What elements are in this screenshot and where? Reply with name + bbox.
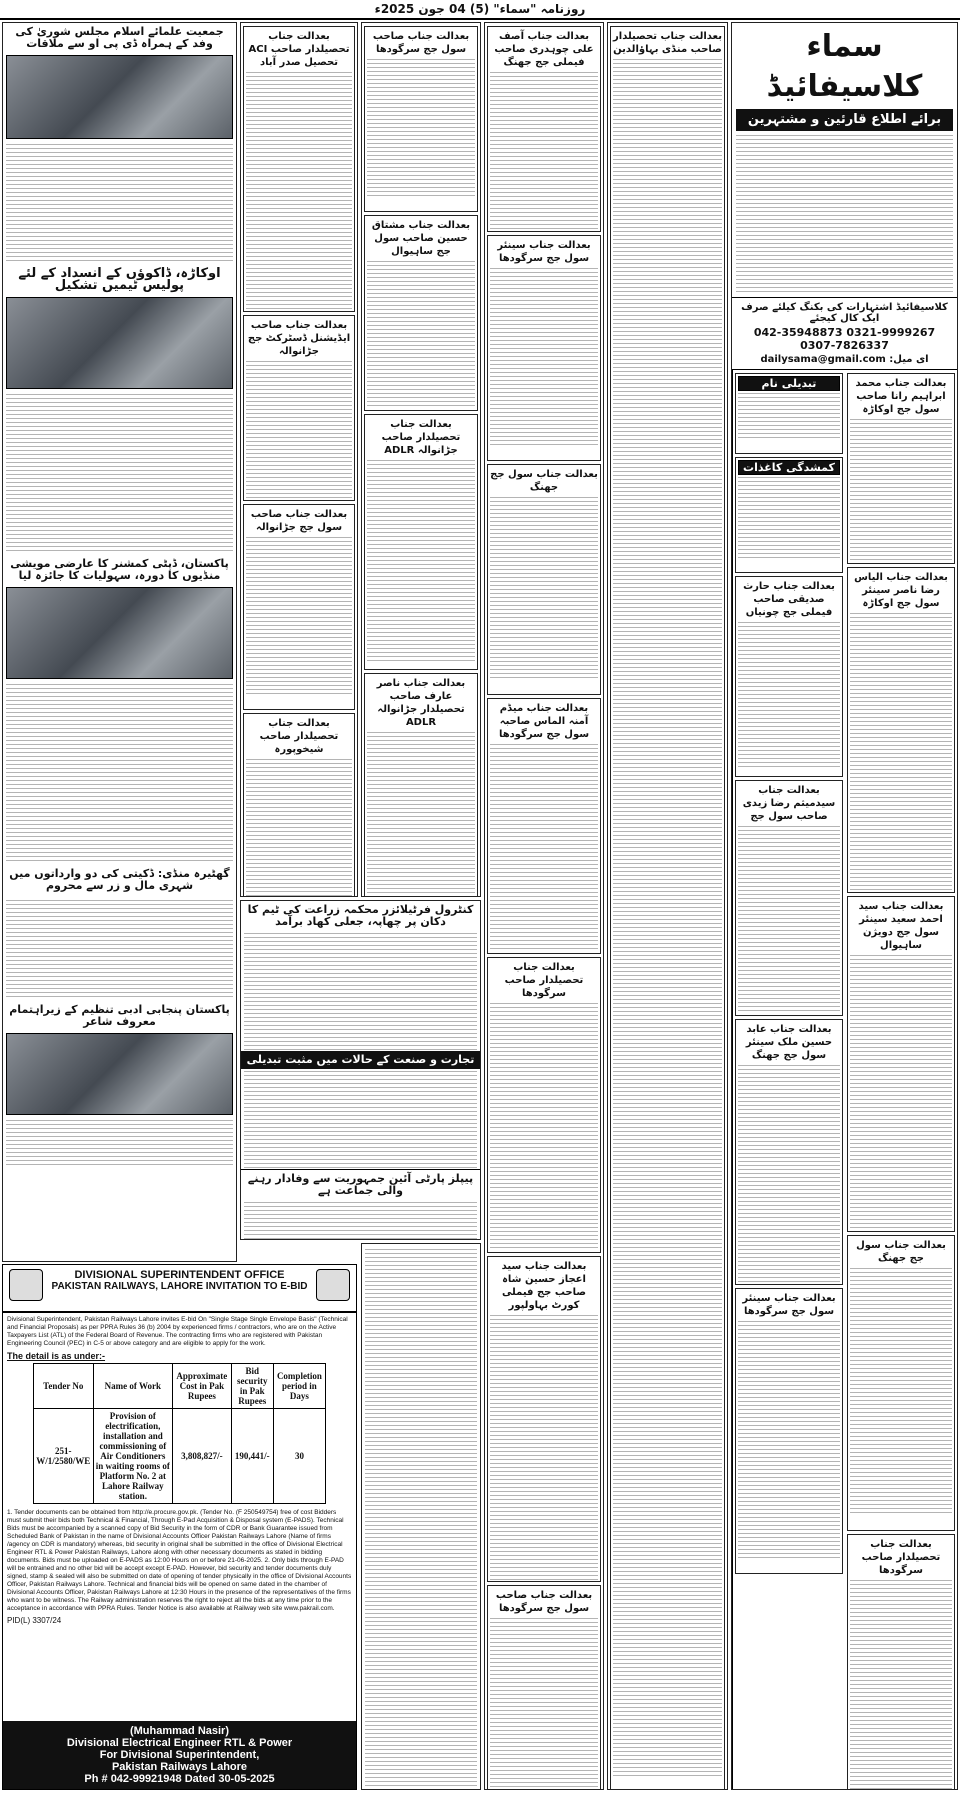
col-header: Tender No (34, 1364, 94, 1409)
court-notice (735, 1019, 843, 1285)
classified-body (736, 133, 953, 293)
lost-docs-title: کمشدگی کاغذات (738, 460, 840, 475)
notice-title: بعدالت جناب سول جج جھنگ (856, 1240, 946, 1264)
court-notice (847, 567, 955, 893)
notice-title: بعدالت جناب سینئر سول جج سرگودھا (742, 1293, 836, 1317)
signatory-designation: Divisional Electrical Engineer RTL & Power (66, 1737, 293, 1749)
tender-signature (3, 1721, 356, 1789)
court-notice (487, 1585, 601, 1790)
notice-title: بعدالت جناب تحصیلدار صاحب ACI تحصیل صدر آباد (248, 31, 350, 68)
signatory-name: (Muhammad Nasir) (129, 1725, 230, 1737)
tender-no-cell: 251-W/1/2580/WE (34, 1409, 94, 1504)
classified-column (731, 22, 958, 1790)
classified-subtitle: برائے اطلاع قارئین و مشتہرین (736, 109, 953, 131)
court-notice (364, 414, 478, 670)
news-headline: اوکاڑہ، ڈاکوؤں کے انسداد کے لئے پولیس ٹیمیں تشکیل (18, 266, 221, 293)
court-notice (243, 26, 355, 312)
notice-title: بعدالت جناب تحصیلدار صاحب سرگودھا (861, 1539, 941, 1576)
court-notice (487, 235, 601, 461)
tender-office: DIVISIONAL SUPERINTENDENT OFFICE (74, 1269, 285, 1281)
work-cell: Provision of electrification, installation and commissioning of Air Conditioners in waiting rooms of Platform No. 2 at Lahore Railway station. (93, 1409, 172, 1504)
notice-title: بعدالت جناب ناصر عارف صاحب تحصیلدار جڑانوالہ ADLR (376, 678, 466, 728)
col-header: Completion period in Days (273, 1364, 325, 1409)
news-headline: تجارت و صنعت کے حالات میں مثبت تبدیلی (241, 1051, 480, 1069)
signatory-phone-date: Ph # 042-99921948 Dated 30-05-2025 (84, 1773, 275, 1785)
col-header: Approximate Cost in Pak Rupees (173, 1364, 232, 1409)
tender-detail-heading: The detail is as under:- (7, 1351, 106, 1361)
court-notice (364, 26, 478, 212)
notice-title: بعدالت جناب تحصیلدار صاحب منڈی بہاؤالدین (613, 31, 722, 55)
pr-logo-icon (9, 1269, 43, 1301)
court-notice (243, 713, 355, 897)
court-notice (487, 698, 601, 954)
notices-column-5 (240, 22, 358, 897)
notice-title: بعدالت جناب تحصیلدار صاحب جڑانوالہ ADLR (381, 419, 461, 456)
tender-subtitle: PAKISTAN RAILWAYS, LAHORE INVITATION TO E-BID (51, 1281, 308, 1292)
notice-title: بعدالت جناب سید اعجاز حسین شاہ صاحب جج فیملی کورٹ بہاولپور (501, 1261, 587, 1311)
security-cell: 190,441/- (231, 1409, 273, 1504)
col-header: Name of Work (93, 1364, 172, 1409)
notice-title: بعدالت جناب سینئر سول جج سرگودھا (497, 240, 591, 264)
news-column-left (2, 22, 237, 1262)
notice-title: بعدالت جناب تحصیلدار صاحب شیخوپورہ (259, 718, 339, 755)
notice-title: بعدالت جناب محمد ابراہیم رانا صاحب سول جج اوکاڑہ (855, 378, 947, 415)
court-notice (364, 215, 478, 411)
news-photo (6, 55, 233, 139)
notice-title: بعدالت جناب آصف علی چوہدری صاحب فیملی جج جھنگ (494, 31, 594, 68)
news-headline: پاکستان پنجابی ادبی تنظیم کے زیراہتمام معروف شاعر (9, 1003, 230, 1028)
news-block-middle (240, 900, 481, 1240)
cost-cell: 3,808,827/- (173, 1409, 232, 1504)
court-notice (847, 373, 955, 564)
notice-title: بعدالت جناب الیاس رضا ناصر سینئر سول جج اوکاڑہ (854, 572, 948, 609)
pr-logo-icon (316, 1269, 350, 1301)
news-headline: پیپلز پارٹی آئین جمہوریت سے وفادار رہنے والی جماعت ہے (241, 1169, 480, 1200)
court-notice (847, 1235, 955, 1531)
court-notice (735, 780, 843, 1016)
lost-docs-box (735, 457, 843, 573)
notice-title: بعدالت جناب حارث صدیقی صاحب فیملی جج چونیاں (743, 581, 835, 618)
news-photo (6, 587, 233, 679)
notice-title: بعدالت جناب سول جج جھنگ (490, 469, 598, 493)
tender-notes: 1. Tender documents can be obtained from http://e.procure.gov.pk. (Tender No. (F 250549754) free of cost Bidders must submit their bids both Technical & Financial, Through E-Pad Acquisition & Disposal system (E-PADS). Technical Bids must be accompanied by a scanned copy of Bid Security in the form of CDR or Bank Guarantee issued from Scheduled Bank of Pakistan in the name of Divisional Accounts Officer Pakistan Railways Lahore (Name of firms /agency on CDR is mandatory) whereas, bid security in original shall be submitted in the office of Divisional Electrical Engineer RTL & Power Pakistan Railways, Lahore along with other necessary documents as stated in bidding documents. Bids must be uploaded on E-PADS as 12:00 Hours on or before 21-06-2025. 2. Only bids through E-PAD will be entrained and no other bid will be accept except E-PAD. However, bid security and tender documents duly signed, stamp & sealed will also be submitted on date of opening of tender physically in the office of Divisional Accounts Officer, Pakistan Railways Lahore. Technical and financial bids will be opened on same dated in the chamber of Divisional Accounts Officer, Pakistan Railways Lahore at 12:30 Hours in the presence of the representatives of the firms who want to be witness. The Railway administration reserves the right to reject all the bids at any time prior to the acceptance in accordance with PPRA Rules. Tender Notice is also available at Railway web site www.pakrail.com. (7, 1509, 352, 1612)
court-notice (847, 1534, 955, 1790)
email-label: ای میل: (889, 354, 929, 365)
notices-column-4 (361, 22, 481, 897)
notice-title: بعدالت جناب صاحب سول جج جڑانوالہ (250, 509, 348, 533)
court-notice (487, 1256, 601, 1582)
notice-title: بعدالت جناب تحصیلدار صاحب سرگودھا (504, 962, 584, 999)
tender-intro: Divisional Superintendent, Pakistan Railways Lahore invites E-bid On "Single Stage Single Envelope Basis" (Technical and Financial Proposals) as per PPRA Rules 36 (b) 2004 by experienced firms / contractors, who are on the Active Taxpayers List (ATL) of the Federal Board of Revenue. The contracting firms who are registered with Pakistan Engineering Council (PEC) in C-5 or above category and are eligible to apply for the work. (7, 1316, 348, 1347)
booking-label: کلاسیفائیڈ اشتہارات کی بکنگ کیلئے صرف ایک کال کیجئے (741, 302, 948, 324)
news-headline: کنٹرول فرٹیلائزر محکمہ زراعت کی ٹیم کا دکان پر چھاپہ، جعلی کھاد برآمد (247, 903, 474, 928)
court-notice (364, 673, 478, 897)
court-notice (487, 464, 601, 695)
signatory-for: For Divisional Superintendent, (99, 1749, 260, 1761)
tender-header (3, 1265, 356, 1313)
court-notice (735, 576, 843, 777)
notice-title: بعدالت جناب عابد حسین ملک سینئر سول جج جھنگ (745, 1024, 833, 1061)
news-headline: پاکستان، ڈپٹی کمشنر کا عارضی مویشی منڈیوں کا دورہ، سہولیات کا جائزہ لیا (10, 557, 229, 582)
court-notice (847, 896, 955, 1232)
name-change-box (735, 373, 843, 454)
table-row (34, 1409, 326, 1504)
court-notice (487, 26, 601, 232)
email-line (736, 354, 953, 365)
classified-header (732, 23, 957, 298)
notice-title: بعدالت جناب سید احمد سعید سینئر سول جج دویژن ساہیوال (858, 901, 944, 951)
classified-logo: سماء کلاسیفائیڈ (766, 29, 923, 104)
railway-tender (2, 1264, 357, 1790)
news-photo (6, 297, 233, 389)
col-header: Bid security in Pak Rupees (231, 1364, 273, 1409)
email-value: dailysama@gmail.com (760, 354, 886, 365)
news-headline: گھٹیرہ منڈی: ڈکیتی کی دو وارداتوں میں شہری مال و زر سے محروم (9, 867, 230, 892)
classified-subcol-right (732, 370, 845, 1790)
booking-phones: 042-35948873 0321-9999267 0307-7826337 (753, 326, 936, 352)
notice-title: بعدالت جناب صاحب سول جج سرگودھا (372, 31, 470, 55)
court-notice (243, 315, 355, 501)
news-photo (6, 1033, 233, 1115)
court-notice (487, 957, 601, 1253)
notice-title: بعدالت جناب سیدمیثم رضا زیدی صاحب سول جج (742, 785, 836, 822)
notices-column-3 (484, 22, 604, 1790)
days-cell: 30 (273, 1409, 325, 1504)
court-notice (243, 504, 355, 710)
notice-title: بعدالت جناب صاحب ایڈیشنل ڈسٹرکٹ جج جڑانوالہ (247, 320, 351, 357)
tender-table (33, 1363, 326, 1504)
signatory-org: Pakistan Railways Lahore (111, 1761, 248, 1773)
notice-title: بعدالت جناب میڈم آمنہ الماس صاحبہ سول جج سرگودھا (498, 703, 590, 740)
classified-subcol-left (845, 370, 957, 1790)
booking-box (732, 298, 957, 370)
news-headline: جمعیت علمائے اسلام مجلس شوریٰ کی وفد کے ہمراہ ڈی پی او سے ملاقات (15, 25, 224, 50)
court-notice (735, 1288, 843, 1574)
masthead: روزنامہ "سماء" (5) 04 جون 2025ء (0, 0, 960, 20)
court-notice (610, 26, 725, 1790)
tender-pid: PID(L) 3307/24 (7, 1616, 62, 1625)
name-change-title: تبدیلی نام (738, 376, 840, 391)
notices-column-2 (607, 22, 728, 1790)
notice-title: بعدالت جناب صاحب سول جج سرگودھا (495, 1590, 593, 1614)
news-column-lower (361, 1243, 481, 1790)
notice-title: بعدالت جناب مشتاق حسین صاحب سول جج ساہیوال (371, 220, 471, 257)
